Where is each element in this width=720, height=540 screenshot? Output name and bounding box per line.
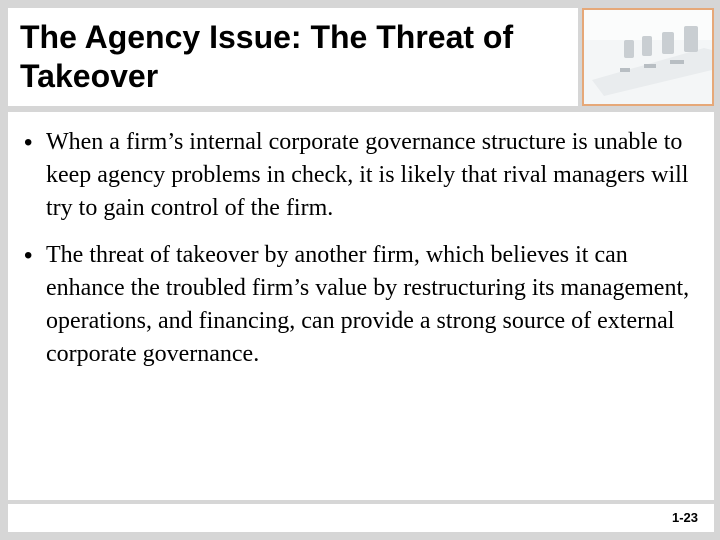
bullet-list: [18, 126, 698, 385]
bullet-text: When a firm’s internal corporate governance structure is unable to keep agency problems in check, it is likely that rival managers will try to gain control of the firm.: [46, 129, 689, 221]
bullet-marker: •: [24, 129, 33, 156]
footer-strip: [8, 504, 714, 532]
title-bar: [8, 8, 578, 106]
bullet-marker: •: [24, 242, 33, 269]
conference-chairs-image: [584, 10, 712, 104]
bullet-text: The threat of takeover by another firm, which believes it can enhance the troubled firm’s value by restructuring its management, operations, and financing, can provide a strong source of external corporate governance.: [46, 242, 690, 367]
slide-title: The Agency Issue: The Threat of Takeover: [20, 19, 514, 94]
bullet-item: [18, 239, 698, 371]
page-number: 1-23: [671, 510, 698, 525]
header-photo: [582, 8, 714, 106]
bullet-item: [18, 126, 698, 225]
content-panel: [8, 112, 714, 500]
